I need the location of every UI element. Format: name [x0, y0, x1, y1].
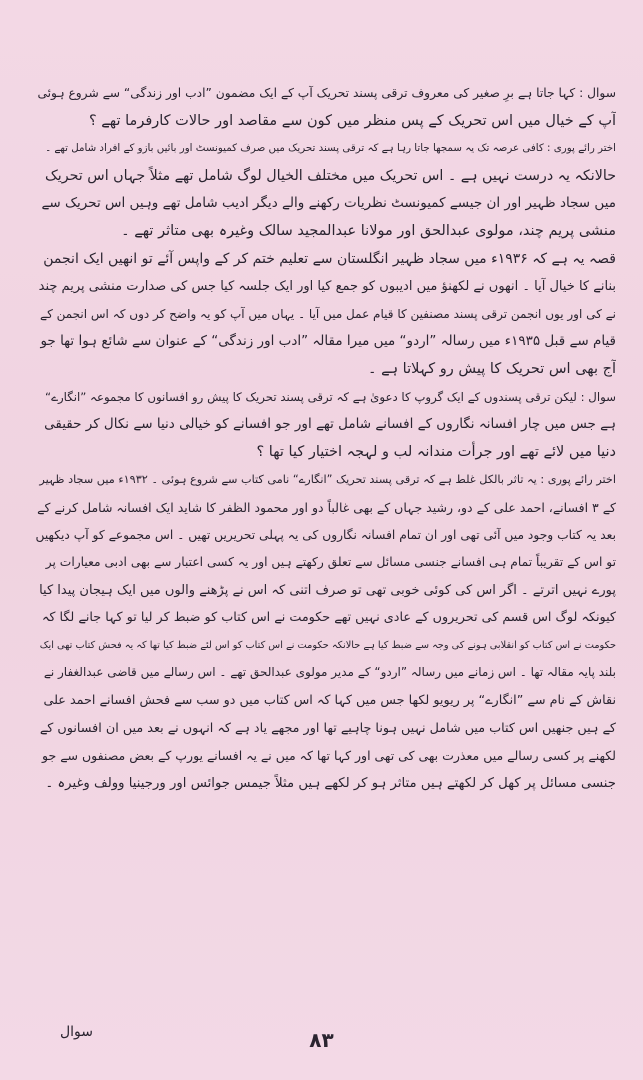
text-line: منشی پریم چند، مولوی عبدالحق اور مولانا عبدالمجید سالک وغیرہ بھی متاثر تھے ۔ [121, 222, 616, 239]
text-line: تو اس کے تقریباً تمام ہی افسانے جنسی مسائل سے تعلق رکھتے ہیں اور یہ کسی اعتبار سے بھی ادبی معیارات پر [45, 555, 616, 570]
text-line: بنانے کا خیال آیا ۔ انھوں نے لکھنؤ میں ادیبوں کو جمع کیا اور ایک جلسہ کیا جس کی صدارت منشی پریم چند [38, 279, 616, 295]
next-question-label: سوال [59, 1024, 93, 1040]
text-line: لکھنے پر کسی رسالے میں معذرت بھی کی تھی اور کہا تھا کہ میں نے یہ افسانے یورپ کے بعض مصنفوں سے جو [42, 748, 616, 764]
text-line: حکومت نے اس کتاب کو انقلابی ہونے کی وجہ سے ضبط کیا ہے حالانکہ حکومت نے اس کتاب کو اس لئے ضبط کیا تھا کہ یہ فحش کتاب تھی ایک [39, 639, 616, 651]
text-line: میں سجاد ظہیر اور ان جیسے کمیونسٹ نظریات رکھنے والے دیگر ادیب شامل تھے وہیں اس تحریک سے [41, 195, 616, 212]
text-line: اختر رائے پوری : کافی عرصہ تک یہ سمجھا جاتا رہا ہے کہ ترقی پسند تحریک میں صرف کمیونسٹ اور بائیں بازو کے افراد شامل تھے ۔ [45, 142, 616, 155]
text-line: اختر رائے پوری : یہ تاثر بالکل غلط ہے کہ ترقی پسند تحریک ”انگارے“ نامی کتاب سے شروع ہوئی ۔ ۱۹۳۲ء میں سجاد ظہیر [39, 473, 616, 487]
text-line: کے ہیں جنھیں اس کتاب میں شامل نہیں ہونا چاہیے تھا اور مجھے یاد ہے کہ انہوں نے بعد میں ان افسانوں کے [39, 720, 616, 736]
text-line: جنسی مسائل پر کھل کر لکھتے ہیں متاثر ہو کر لکھے ہیں مثلاً جیمس جوائس اور ورجینیا وولف وغیرہ ۔ [45, 775, 616, 791]
text-line: سوال : لیکن ترقی پسندوں کے ایک گروپ کا دعویٰ ہے کہ ترقی پسند تحریک کا پیش رو افسانوں کا مجموعہ ”انگارے“ [44, 389, 616, 404]
text-line: آج بھی اس تحریک کا پیش رو کہلاتا ہے ۔ [367, 360, 616, 377]
text-line: قیام سے قبل ۱۹۳۵ء میں رسالہ ”اردو“ میں میرا مقالہ ”ادب اور زندگی“ کے عنوان سے شائع ہوا تھا جو [40, 333, 616, 350]
text-line: کیونکہ لوگ اس قسم کی تحریروں کے عادی نہیں تھے حکومت نے اس کتاب کو ضبط کر لیا تو کہا جانے لگا کہ [41, 610, 616, 626]
page-number: ۸۳ [309, 1028, 334, 1052]
text-line: سوال : کہا جاتا ہے برِ صغیر کی معروف ترقی پسند تحریک آپ کے ایک مضمون ”ادب اور زندگی“ سے شروع ہوئی [37, 86, 616, 100]
text-line: دنیا میں لائے تھے اور جرأت مندانہ لب و لہجہ اختیار کیا تھا ؟ [256, 443, 616, 460]
text-line: بعد یہ کتاب وجود میں آئی تھی اور ان تمام افسانہ نگاروں کی یہ پہلی تحریریں تھیں ۔ اس مجموعے کو آپ دیکھیں [36, 527, 616, 542]
text-line: قصہ یہ ہے کہ ۱۹۳۶ء میں سجاد ظہیر انگلستان سے تعلیم ختم کر کے واپس آئے تو انھیں ایک انجمن [43, 250, 616, 267]
text-line: آپ کے خیال میں اس تحریک کے پس منظر میں کون سے مقاصد اور حالات کارفرما تھے ؟ [89, 112, 616, 129]
text-line: پورے نہیں اترتے ۔ اگر اس کی کوئی خوبی تھی تو صرف اتنی کہ اس نے پڑھنے والوں میں ایک ہیجان پیدا کیا [39, 582, 616, 598]
interview-text [36, 80, 616, 797]
text-line: نے کی اور یوں انجمن ترقی پسند مصنفین کا قیام عمل میں آیا ۔ یہاں میں آپ کو یہ واضح کر دوں کہ اس انجمن کے [40, 306, 616, 321]
text-line: بلند پایہ مقالہ تھا ۔ اس زمانے میں رسالہ ”اردو“ کے مدیر مولوی عبدالحق تھے ۔ اس رسالے میں قاضی عبدالغفار نے [43, 665, 616, 680]
text-line: کے ۳ افسانے، احمد علی کے دو، رشید جہاں کے بھی غالباً دو اور محمود الظفر کا شاید ایک افسانہ شامل کرنے کے [37, 499, 616, 515]
text-line: ہے جس میں چار افسانہ نگاروں کے افسانے شامل تھے اور جو افسانے کو خیالی دنیا سے نکال کر حقیقی [44, 416, 616, 433]
text-line: حالانکہ یہ درست نہیں ہے ۔ اس تحریک میں مختلف الخیال لوگ شامل تھے مثلاً جہاں اس تحریک [45, 167, 616, 184]
text-line: نقاش کے نام سے ”انگارے“ پر ریویو لکھا جس میں کہا کہ اس کتاب میں دو سب سے فحش افسانے احمد علی [43, 693, 616, 709]
